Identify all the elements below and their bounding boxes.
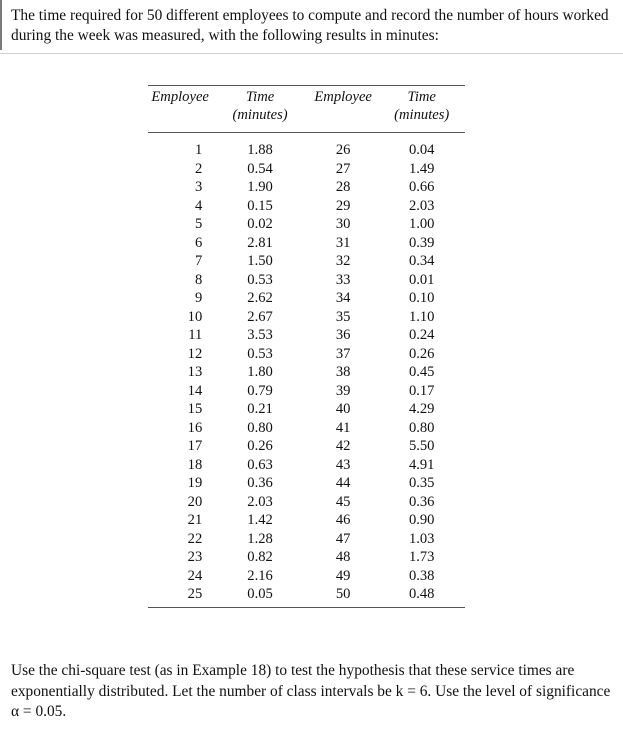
employee-number-cell: 11 bbox=[188, 327, 203, 343]
time-minutes-cell: 1.00 bbox=[408, 216, 435, 232]
time-minutes-cell: 1.90 bbox=[247, 179, 273, 195]
time-minutes-cell: 0.15 bbox=[247, 197, 273, 214]
table-row bbox=[148, 530, 465, 549]
employee-number-cell: 40 bbox=[335, 401, 351, 417]
employee-number-cell: 1 bbox=[194, 142, 203, 158]
employee-number-cell: 28 bbox=[335, 179, 351, 195]
time-minutes-cell: 2.16 bbox=[247, 567, 273, 584]
time-minutes-cell: 0.80 bbox=[247, 419, 273, 436]
time-minutes-cell: 0.54 bbox=[247, 160, 273, 177]
employee-number-cell: 12 bbox=[187, 345, 203, 362]
time-minutes-cell: 4.29 bbox=[408, 401, 435, 417]
header-time-b bbox=[378, 86, 465, 133]
table-row bbox=[148, 345, 465, 364]
table-row bbox=[148, 382, 465, 401]
employee-number-cell: 50 bbox=[308, 585, 379, 607]
table-row bbox=[148, 567, 465, 586]
table-row bbox=[148, 474, 465, 493]
time-minutes-cell: 0.80 bbox=[408, 419, 435, 436]
time-minutes-cell: 0.34 bbox=[408, 253, 435, 269]
employee-number-cell: 35 bbox=[335, 308, 351, 325]
employee-number-cell: 42 bbox=[335, 438, 351, 454]
employee-number-cell: 21 bbox=[187, 512, 203, 528]
employee-number-cell: 34 bbox=[335, 290, 351, 306]
table-row bbox=[148, 234, 465, 253]
time-minutes-cell: 0.17 bbox=[408, 382, 435, 399]
time-minutes-cell: 0.01 bbox=[408, 271, 435, 288]
employee-number-cell: 23 bbox=[187, 549, 203, 565]
table-row bbox=[148, 400, 465, 419]
employee-number-cell: 32 bbox=[335, 253, 351, 269]
time-minutes-cell: 0.45 bbox=[408, 364, 435, 380]
header-time-a bbox=[212, 86, 308, 133]
problem-instructions-text: Use the chi-square test (as in Example 18) to test the hypothesis that these service times are exponentially distributed. Let the number of class intervals be k = 6. Use the level of significance α = 0.05. bbox=[11, 662, 611, 720]
employee-number-cell: 6 bbox=[194, 234, 203, 251]
time-minutes-cell: 1.50 bbox=[247, 253, 273, 269]
employee-number-cell: 10 bbox=[187, 308, 203, 325]
time-minutes-cell: 0.02 bbox=[247, 216, 273, 232]
employee-number-cell: 29 bbox=[335, 197, 351, 214]
time-minutes-cell: 0.53 bbox=[247, 271, 273, 288]
service-times-table-container bbox=[148, 85, 465, 608]
section-divider bbox=[0, 53, 623, 54]
table-row bbox=[148, 252, 465, 271]
employee-number-cell: 26 bbox=[335, 142, 351, 158]
employee-number-cell: 3 bbox=[194, 179, 203, 195]
time-minutes-cell: 0.48 bbox=[378, 585, 465, 607]
time-minutes-cell: 0.63 bbox=[247, 456, 273, 473]
employee-number-cell: 47 bbox=[335, 530, 351, 547]
table-row bbox=[148, 197, 465, 216]
time-minutes-cell: 0.26 bbox=[247, 438, 273, 454]
time-minutes-cell: 1.03 bbox=[408, 530, 435, 547]
employee-number-cell: 22 bbox=[187, 530, 203, 547]
time-minutes-cell: 2.62 bbox=[247, 290, 273, 306]
table-row bbox=[148, 326, 465, 345]
employee-number-cell: 44 bbox=[335, 475, 351, 491]
time-minutes-cell: 1.49 bbox=[408, 160, 435, 177]
employee-number-cell: 49 bbox=[335, 567, 351, 584]
table-row bbox=[148, 456, 465, 475]
employee-number-cell: 25 bbox=[148, 585, 212, 607]
table-row bbox=[148, 585, 465, 607]
time-minutes-cell: 5.50 bbox=[408, 438, 435, 454]
employee-number-cell: 4 bbox=[194, 197, 203, 214]
time-minutes-cell: 0.05 bbox=[212, 585, 308, 607]
time-minutes-cell: 2.03 bbox=[408, 197, 435, 214]
employee-number-cell: 46 bbox=[335, 512, 351, 528]
table-row bbox=[148, 419, 465, 438]
time-minutes-cell: 0.10 bbox=[408, 290, 435, 306]
employee-number-cell: 18 bbox=[187, 456, 203, 473]
time-minutes-cell: 1.73 bbox=[408, 549, 435, 565]
employee-number-cell: 41 bbox=[335, 419, 351, 436]
table-row bbox=[148, 141, 465, 160]
header-time-b-line1: Time bbox=[407, 89, 436, 105]
header-employee-b bbox=[308, 86, 379, 133]
employee-number-cell: 20 bbox=[187, 493, 203, 510]
time-minutes-cell: 2.67 bbox=[247, 308, 273, 325]
employee-number-cell: 2 bbox=[194, 160, 203, 177]
employee-number-cell: 5 bbox=[194, 216, 203, 232]
time-minutes-cell: 0.21 bbox=[247, 401, 273, 417]
employee-number-cell: 31 bbox=[335, 234, 351, 251]
header-employee-a bbox=[148, 86, 212, 133]
employee-number-cell: 45 bbox=[335, 493, 351, 510]
table-row bbox=[148, 437, 465, 456]
table-body bbox=[148, 133, 465, 608]
employee-number-cell: 16 bbox=[187, 419, 203, 436]
time-minutes-cell: 0.82 bbox=[247, 549, 273, 565]
table-row bbox=[148, 178, 465, 197]
employee-number-cell: 39 bbox=[335, 382, 351, 399]
header-time-a-line2: (minutes) bbox=[232, 107, 288, 123]
employee-number-cell: 36 bbox=[335, 327, 351, 343]
employee-number-cell: 9 bbox=[194, 290, 203, 306]
time-minutes-cell: 4.91 bbox=[408, 456, 435, 473]
time-minutes-cell: 0.24 bbox=[408, 327, 435, 343]
employee-number-cell: 15 bbox=[187, 401, 203, 417]
employee-number-cell: 8 bbox=[194, 271, 203, 288]
employee-number-cell: 30 bbox=[335, 216, 351, 232]
employee-number-cell: 43 bbox=[335, 456, 351, 473]
time-minutes-cell: 1.88 bbox=[247, 142, 273, 158]
time-minutes-cell: 0.38 bbox=[408, 567, 435, 584]
employee-number-cell: 17 bbox=[187, 438, 203, 454]
time-minutes-cell: 0.39 bbox=[408, 234, 435, 251]
time-minutes-cell: 2.03 bbox=[247, 493, 273, 510]
time-minutes-cell: 0.66 bbox=[408, 179, 435, 195]
time-minutes-cell: 0.36 bbox=[408, 493, 435, 510]
employee-number-cell: 48 bbox=[335, 549, 351, 565]
table-row bbox=[148, 215, 465, 234]
time-minutes-cell: 1.10 bbox=[408, 308, 435, 325]
header-employee-b-label: Employee bbox=[314, 89, 372, 105]
employee-number-cell: 7 bbox=[194, 253, 203, 269]
table-row bbox=[148, 271, 465, 290]
time-minutes-cell: 1.42 bbox=[247, 512, 273, 528]
table-header-row bbox=[148, 86, 465, 133]
time-minutes-cell: 0.79 bbox=[247, 382, 273, 399]
time-minutes-cell: 0.04 bbox=[408, 142, 435, 158]
table-row bbox=[148, 511, 465, 530]
table-row bbox=[148, 548, 465, 567]
time-minutes-cell: 0.53 bbox=[247, 345, 273, 362]
header-employee-a-label: Employee bbox=[151, 89, 209, 105]
header-time-b-line2: (minutes) bbox=[394, 107, 450, 123]
time-minutes-cell: 1.80 bbox=[247, 364, 273, 380]
time-minutes-cell: 2.81 bbox=[247, 234, 273, 251]
left-margin-rule bbox=[0, 0, 2, 50]
table-spacer-row bbox=[148, 133, 465, 142]
time-minutes-cell: 1.28 bbox=[247, 530, 273, 547]
problem-intro-text: The time required for 50 different employees to compute and record the number of hours worked during the week was measured, with the following results in minutes: bbox=[11, 7, 609, 44]
table-row bbox=[148, 289, 465, 308]
table-row bbox=[148, 308, 465, 327]
table-row bbox=[148, 363, 465, 382]
table-row bbox=[148, 160, 465, 179]
time-minutes-cell: 3.53 bbox=[247, 327, 273, 343]
header-time-a-line1: Time bbox=[245, 89, 275, 105]
employee-number-cell: 24 bbox=[187, 567, 203, 584]
table-row bbox=[148, 493, 465, 512]
employee-number-cell: 33 bbox=[335, 271, 351, 288]
time-minutes-cell: 0.35 bbox=[408, 475, 435, 491]
time-minutes-cell: 0.90 bbox=[408, 512, 435, 528]
time-minutes-cell: 0.26 bbox=[408, 345, 435, 362]
employee-number-cell: 38 bbox=[335, 364, 351, 380]
employee-number-cell: 13 bbox=[187, 364, 203, 380]
employee-number-cell: 19 bbox=[187, 475, 203, 491]
service-times-table bbox=[148, 85, 465, 608]
employee-number-cell: 27 bbox=[335, 160, 351, 177]
time-minutes-cell: 0.36 bbox=[247, 475, 273, 491]
employee-number-cell: 37 bbox=[335, 345, 351, 362]
employee-number-cell: 14 bbox=[187, 382, 203, 399]
